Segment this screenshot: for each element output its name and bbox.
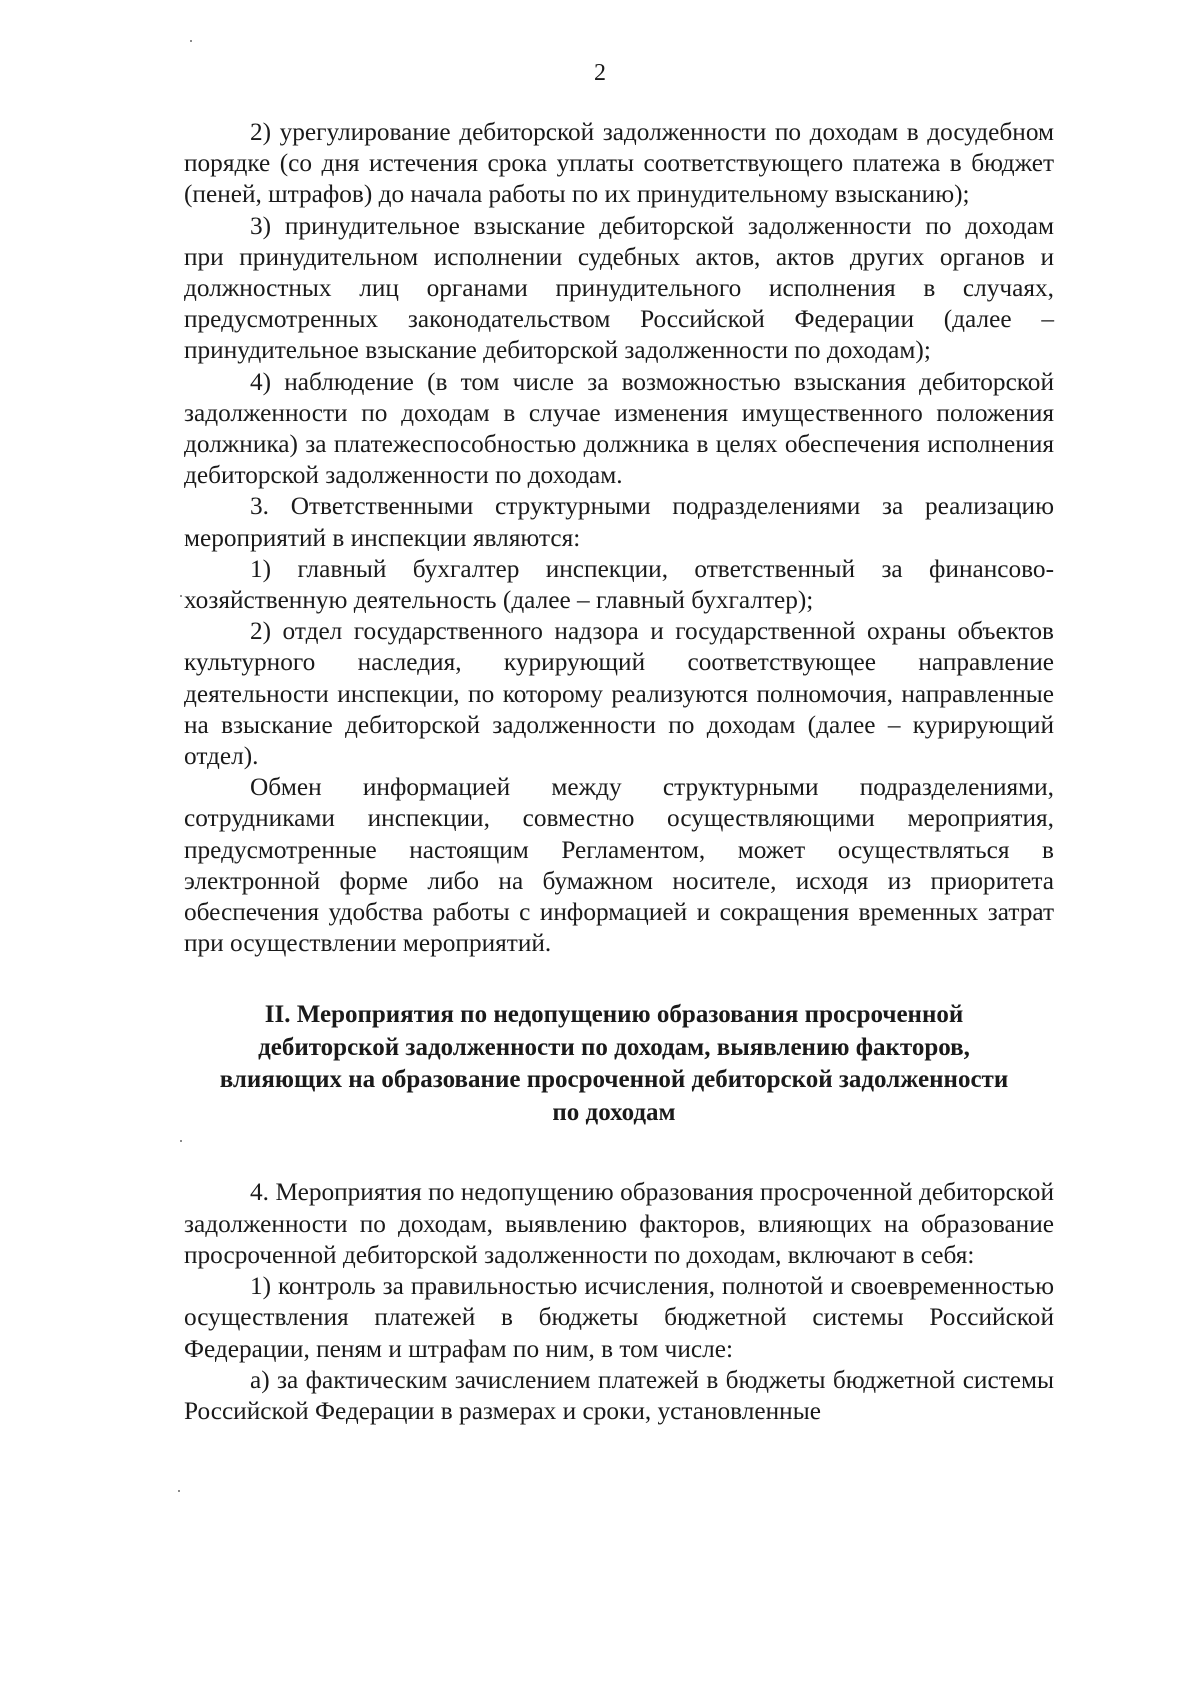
- scan-speck: [180, 595, 182, 597]
- paragraph-item-2: 2) урегулирование дебиторской задолженности по доходам в досудебном порядке (со дня истечения срока уплаты соответствующего платежа в бюджет (пеней, штрафов) до начала работы по их принудительному взысканию);: [184, 118, 1054, 209]
- scan-speck: [180, 1140, 182, 1142]
- paragraph-item-3: 3) принудительное взыскание дебиторской задолженности по доходам при принудительном исполнении судебных актов, актов других органов и должностных лиц органами принудительного исполнения в случаях, предусмотренных законодательством Российской Федерации (далее – принудительное взыскание дебиторской задолженности по доходам);: [184, 211, 1054, 365]
- paragraph-item-4: 4) наблюдение (в том числе за возможностью взыскания дебиторской задолженности по доходам в случае изменения имущественного положения должника) за платежеспособностью должника в целях обеспечения исполнения дебиторской задолженности по доходам.: [184, 367, 1054, 490]
- page-number: 2: [594, 60, 606, 86]
- paragraph-subitem-a: а) за фактическим зачислением платежей в бюджеты бюджетной системы Российской Федерации в размерах и сроки, установленные: [184, 1365, 1054, 1425]
- document-body: [184, 117, 1054, 1427]
- scan-speck: [178, 1490, 180, 1492]
- paragraph-clause-3: 3. Ответственными структурными подразделениями за реализацию мероприятий в инспекции являются:: [184, 492, 1054, 552]
- paragraph-clause-4: 4. Мероприятия по недопущению образования просроченной дебиторской задолженности по доходам, выявлению факторов, влияющих на образование просроченной дебиторской задолженности по доходам, включают в себя:: [184, 1178, 1054, 1269]
- section-heading: II. Мероприятия по недопущению образования просроченной дебиторской задолженности по доходам, выявлению факторов, влияющих на образование просроченной дебиторской задолженности по доходам: [219, 1001, 1009, 1126]
- paragraph-information-exchange: Обмен информацией между структурными подразделениями, сотрудниками инспекции, совместно осуществляющими мероприятия, предусмотренные настоящим Регламентом, может осуществляться в электронной форме либо на бумажном носителе, исходя из приоритета обеспечения удобства работы с информацией и сокращения временных затрат при осуществлении мероприятий.: [184, 773, 1054, 958]
- paragraph-control-item-1: 1) контроль за правильностью исчисления, полнотой и своевременностью осуществления платежей в бюджеты бюджетной системы Российской Федерации, пеням и штрафам по ним, в том числе:: [184, 1272, 1054, 1363]
- paragraph-chief-accountant: 1) главный бухгалтер инспекции, ответственный за финансово-хозяйственную деятельность (далее – главный бухгалтер);: [184, 554, 1054, 615]
- paragraph-supervising-department: 2) отдел государственного надзора и государственной охраны объектов культурного наследия, курирующий соответствующее направление деятельности инспекции, по которому реализуются полномочия, направленные на взыскание дебиторской задолженности по доходам (далее – курирующий отдел).: [184, 617, 1054, 771]
- scan-speck: [190, 40, 192, 42]
